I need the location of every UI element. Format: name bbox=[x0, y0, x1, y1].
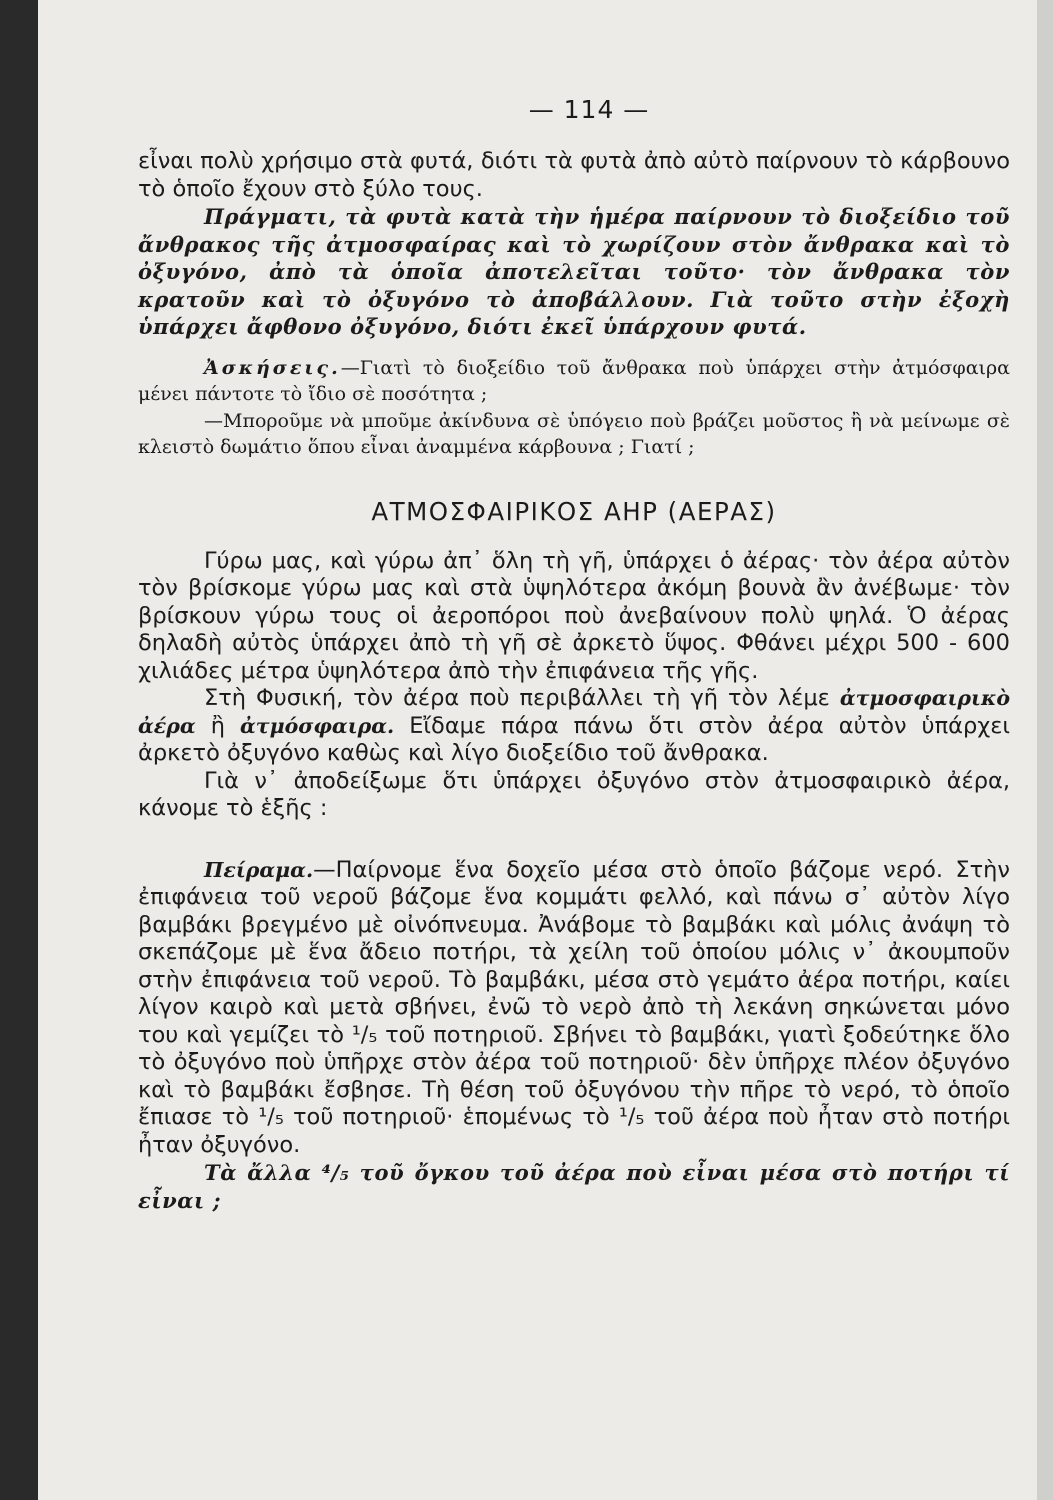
p4-text-or: ἢ bbox=[210, 712, 225, 739]
experiment-text: —Παίρνομε ἕνα δοχεῖο μέσα στὸ ὁποῖο βάζομε νερό. Στὴν ἐπιφάνεια τοῦ νεροῦ βάζομε ἕνα κομμάτι φελλό, καὶ πάνω σ᾽ αὐτὸν λίγο βαμβάκι βρεγμένο μὲ οἰνόπνευμα. Ἀνάβομε τὸ βαμβάκι καὶ μόλις ἀνάψη τὸ σκεπάζομε μὲ ἕνα ἄδειο ποτήρι, τὰ χείλη τοῦ ὁποίου μόλις ν᾽ ἀκουμποῦν στὴν ἐπιφάνεια τοῦ νεροῦ. Τὸ βαμβάκι, μέσα στὸ γεμάτο ἀέρα ποτήρι, καίει λίγον καιρὸ καὶ μετὰ σβήνει, ἐνῶ τὸ νερὸ ἀπὸ τὴ λεκάνη σηκώνεται μόνο του καὶ γεμίζει τὸ ¹/₅ τοῦ ποτηριοῦ. Σβήνει τὸ βαμβάκι, γιατὶ ξοδεύτηκε ὅλο τὸ ὀξυγόνο ποὺ ὑπῆρχε στὸν ἀέρα τοῦ ποτηριοῦ· δὲν ὑπῆρχε πλέον ὀξυγόνο καὶ τὸ βαμβάκι ἔσβησε. Τὴ θέση τοῦ ὀξυγόνου τὴν πῆρε τὸ νερό, τὸ ὁποῖο ἔπιασε τὸ ¹/₅ τοῦ ποτηριοῦ· ἑπομένως τὸ ¹/₅ τοῦ ἀέρα ποὺ ἦταν στὸ ποτήρι ἦταν ὀξυγόνο. bbox=[138, 856, 1010, 1158]
paragraph-experiment bbox=[138, 857, 1010, 1160]
exercise-2: —Μποροῦμε νὰ μποῦμε ἀκίνδυνα σὲ ὑπόγειο ποὺ βράζει μοῦστος ἢ νὰ μείνωμε σὲ κλειστὸ δωμάτιο ὅπου εἶναι ἀναμμένα κάρβουνα ; Γιατί ; bbox=[138, 409, 1010, 458]
p4-text-b: Εἴδαμε πάρα πάνω ὅτι στὸν ἀέρα αὐτὸν ὑπάρχει ἀρκετὸ ὀξυγόνο καθὼς καὶ λίγο διοξείδιο τοῦ ἄνθρακα. bbox=[138, 712, 1011, 766]
paragraph-plants-bold: Πράγματι, τὰ φυτὰ κατὰ τὴν ἡμέρα παίρνουν τὸ διοξείδιο τοῦ ἄνθρακος τῆς ἀτμοσφαίρας καὶ τὸ χωρίζουν στὸν ἄνθρακα καὶ τὸ ὀξυγόνο, ἀπὸ τὰ ὁποῖα ἀποτελεῖται τοῦτο· τὸν ἄνθρακα τὸν κρατοῦν καὶ τὸ ὀξυγόνο τὸ ἀποβάλλουν. Γιὰ τοῦτο στὴν ἐξοχὴ ὑπάρχει ἄφθονο ὀξυγόνο, διότι ἐκεῖ ὑπάρχουν φυτά. bbox=[138, 204, 1010, 339]
term-atmospheric-air: ἀτμοσφαιρικὸ ἀέρα bbox=[138, 686, 1011, 738]
scan-left-edge bbox=[0, 0, 38, 1500]
page-number: — 114 — bbox=[528, 95, 650, 124]
exercises-label: Ἀσκήσεις. bbox=[204, 356, 341, 379]
section-heading: ΑΤΜΟΣΦΑΙΡΙΚΟΣ ΑΗΡ (ΑΕΡΑΣ) bbox=[371, 496, 777, 526]
paragraph-air-around: Γύρω μας, καὶ γύρω ἀπ᾽ ὅλη τὴ γῆ, ὑπάρχει ὁ ἀέρας· τὸν ἀέρα αὐτὸν τὸν βρίσκομε γύρω μας καὶ στὰ ὑψηλότερα ἀκόμη βουνὰ ἂν ἀνέβωμε· τὸν βρίσκουν γύρω τους οἱ ἀεροπόροι ποὺ ἀνεβαίνουν πολὺ ψηλά. Ὁ ἀέρας δηλαδὴ αὐτὸς ὑπάρχει ἀπὸ τὴ γῆ σὲ ἀρκετὸ ὕψος. Φθάνει μέχρι 500 - 600 χιλιάδες μέτρα ὑψηλότερα ἀπὸ τὴν ἐπιφάνεια τῆς γῆς. bbox=[138, 547, 1010, 684]
term-atmosphere: ἀτμόσφαιρα. bbox=[240, 713, 395, 738]
paragraph-atmosphere-definition bbox=[138, 685, 1010, 768]
p4-text-a: Στὴ Φυσική, τὸν ἀέρα ποὺ περιβάλλει τὴ γῆ τὸν λέμε bbox=[204, 685, 830, 711]
final-question: Τὰ ἄλλα ⁴/₅ τοῦ ὄγκου τοῦ ἀέρα ποὺ εἶναι μέσα στὸ ποτήρι τί εἶναι ; bbox=[138, 1160, 1010, 1213]
exercise-1-text: —Γιατὶ τὸ διοξείδιο τοῦ ἄνθρακα ποὺ ὑπάρχει στὴν ἀτμόσφαιρα μένει πάντοτε τὸ ἴδιο σὲ ποσότητα ; bbox=[138, 356, 1010, 405]
paragraph-intro: εἶναι πολὺ χρήσιμο στὰ φυτά, διότι τὰ φυτὰ ἀπὸ αὐτὸ παίρνουν τὸ κάρβουνο τὸ ὁποῖο ἔχουν στὸ ξύλο τους. bbox=[138, 148, 1010, 202]
exercise-1 bbox=[138, 355, 1010, 408]
scan-right-edge bbox=[1037, 0, 1053, 1500]
paragraph-prove-oxygen: Γιὰ ν᾽ ἀποδείξωμε ὅτι ὑπάρχει ὀξυγόνο στὸν ἀτμοσφαιρικὸ ἀέρα, κάνομε τὸ ἑξῆς : bbox=[138, 767, 1010, 821]
page-content bbox=[138, 95, 1010, 1214]
experiment-label: Πείραμα. bbox=[204, 857, 314, 882]
